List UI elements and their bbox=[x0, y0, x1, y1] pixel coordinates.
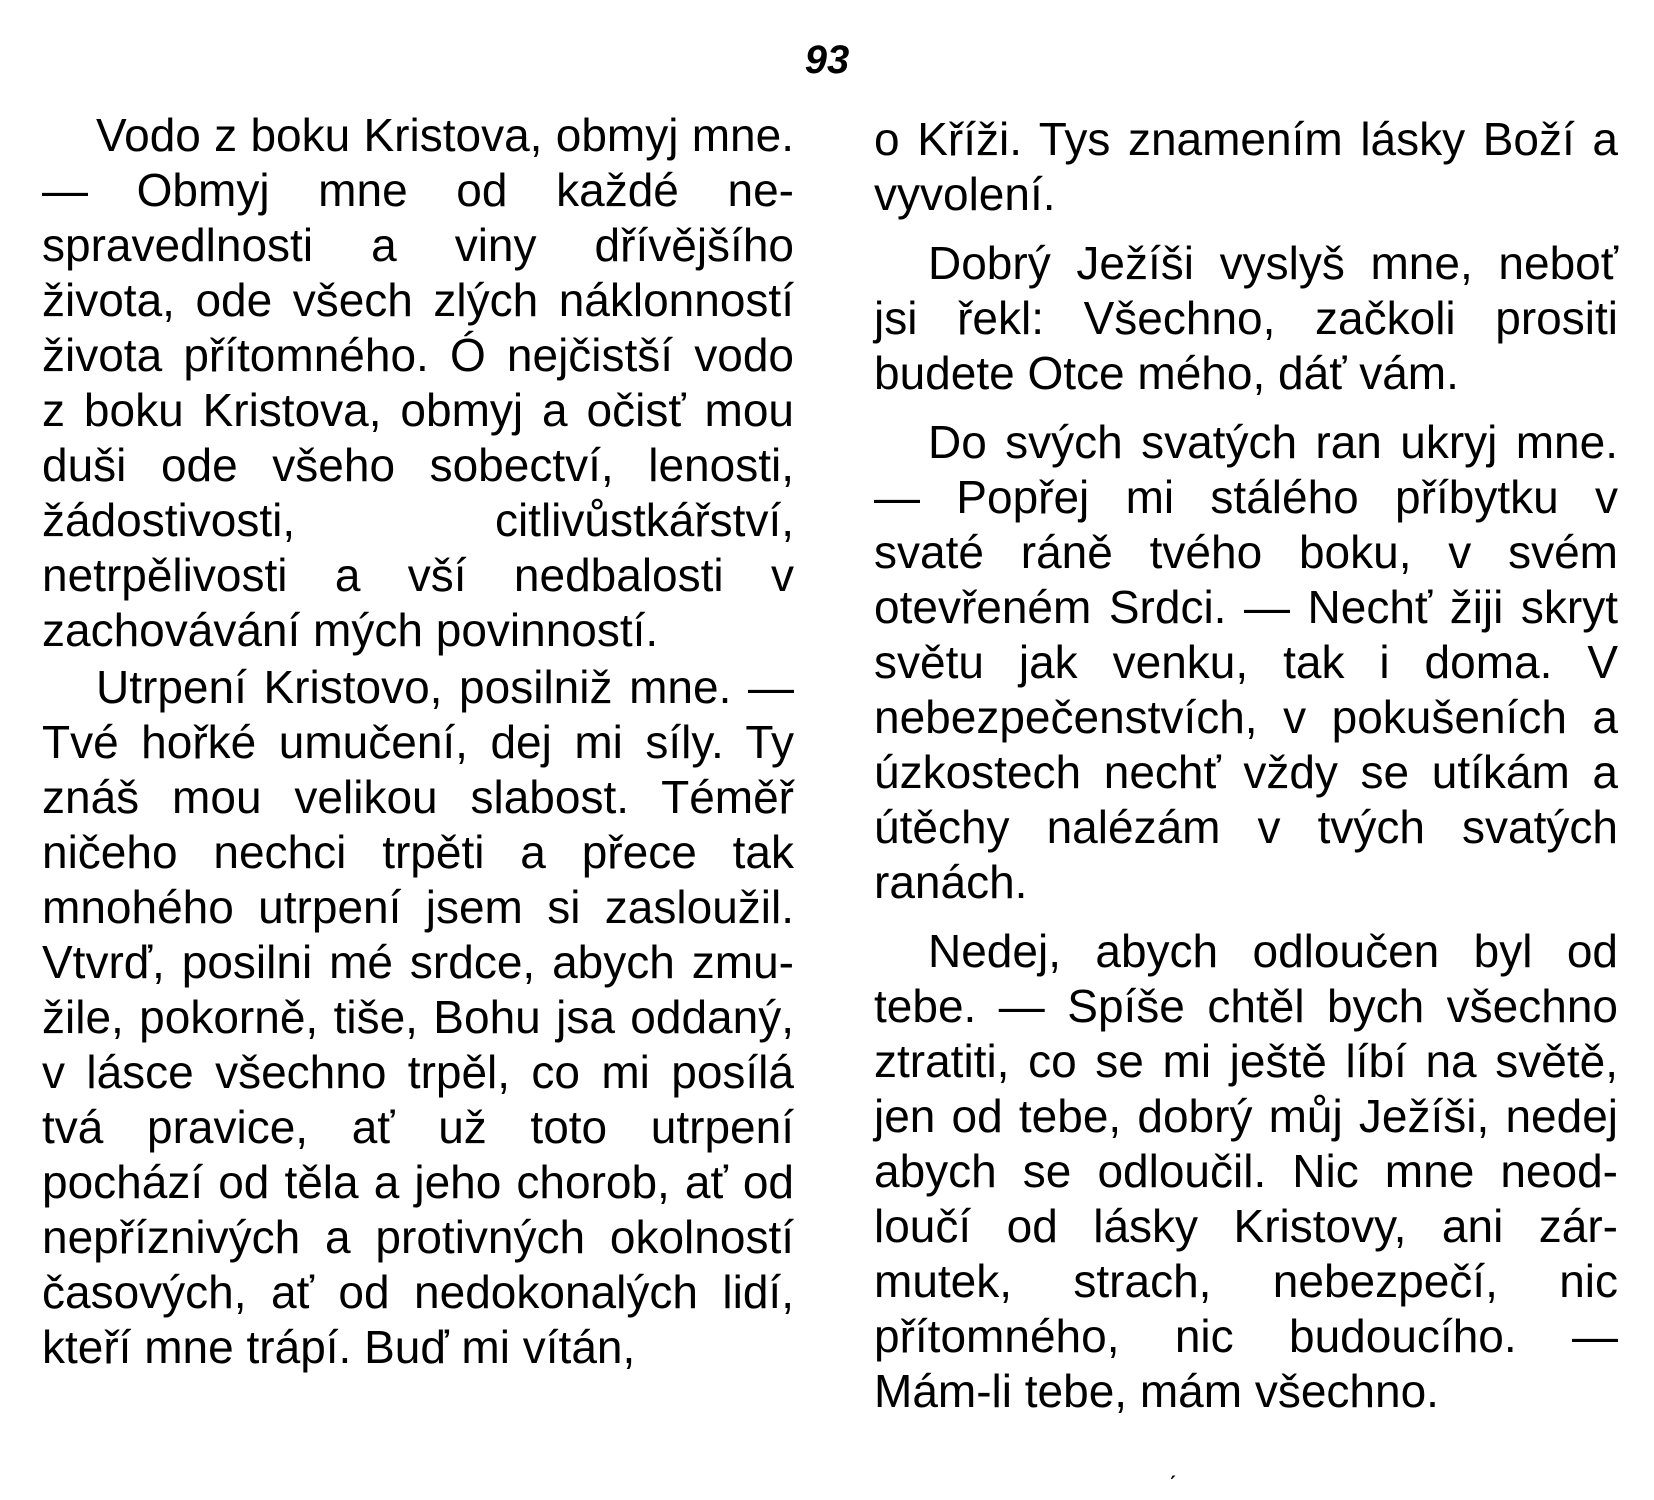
left-column bbox=[42, 108, 794, 1375]
page-number: 93 bbox=[804, 38, 850, 82]
paragraph-good-jesus: Dobrý Ježíši vyslyš mne, neboť jsi řekl: Všechno, začkoli prositi budete Otce mého, dáť vám. bbox=[874, 237, 1618, 399]
print-speck: ˏ bbox=[1168, 1450, 1177, 1480]
paragraph-wounds: Do svých svatých ran ukryj mne. — Popřej mi stálého příbytku v svaté ráně tvého boku, v svém otevřeném Srdci. — Nechť žiji skryt světu jak venku, tak i doma. V nebezpečenstvích, v pokušeních a úzkostech nechť vždy se utíkám a útěchy nalézám v tvých svatých ranách. bbox=[874, 416, 1618, 908]
paragraph-separation: Nedej, abych odloučen byl od tebe. — Spíše chtěl bych všechno ztratiti, co se mi ještě líbí na světě, jen od tebe, dobrý můj Ježíši, nedej abych se odloučil. Nic mne neodloučí od lásky Kristovy, ani zármutek, strach, nebezpečí, nic přítomného, nic budoucího. — Mám-li tebe, mám všechno. bbox=[874, 925, 1618, 1417]
paragraph-water: Vodo z boku Kristova, obmyj mne. — Obmyj mne od každé nespravedlnosti a viny dřívějšího života, ode všech zlých náklonností života přítomného. Ó nejčistší vodo z boku Kristova, obmyj a očisť mou duši ode všeho sobectví, lenosti, žádostivosti, citlivůstkářství, netrpělivosti a vší nedbalosti v zachovávání mých povinností. bbox=[42, 109, 794, 656]
paragraph-suffering: Utrpení Kristovo, posilniž mne. — Tvé hořké umučení, dej mi síly. Ty znáš mou velikou slabost. Téměř ničeho nechci trpěti a přece tak mnohého utrpení jsem si zasloužil. Vtvrď, posilni mé srdce, abych zmužile, pokorně, tiše, Bohu jsa oddaný, v lásce všechno trpěl, co mi posílá tvá pravice, ať už toto utrpení pochází od těla a jeho chorob, ať od nepříznivých a protivných okolností časových, ať od nedokonalých lidí, kteří mne trápí. Buď mi vítán, bbox=[42, 661, 794, 1373]
right-column bbox=[874, 112, 1618, 1419]
paragraph-cross-continued: o Kříži. Tys znamením lásky Boží a vyvolení. bbox=[874, 113, 1618, 220]
